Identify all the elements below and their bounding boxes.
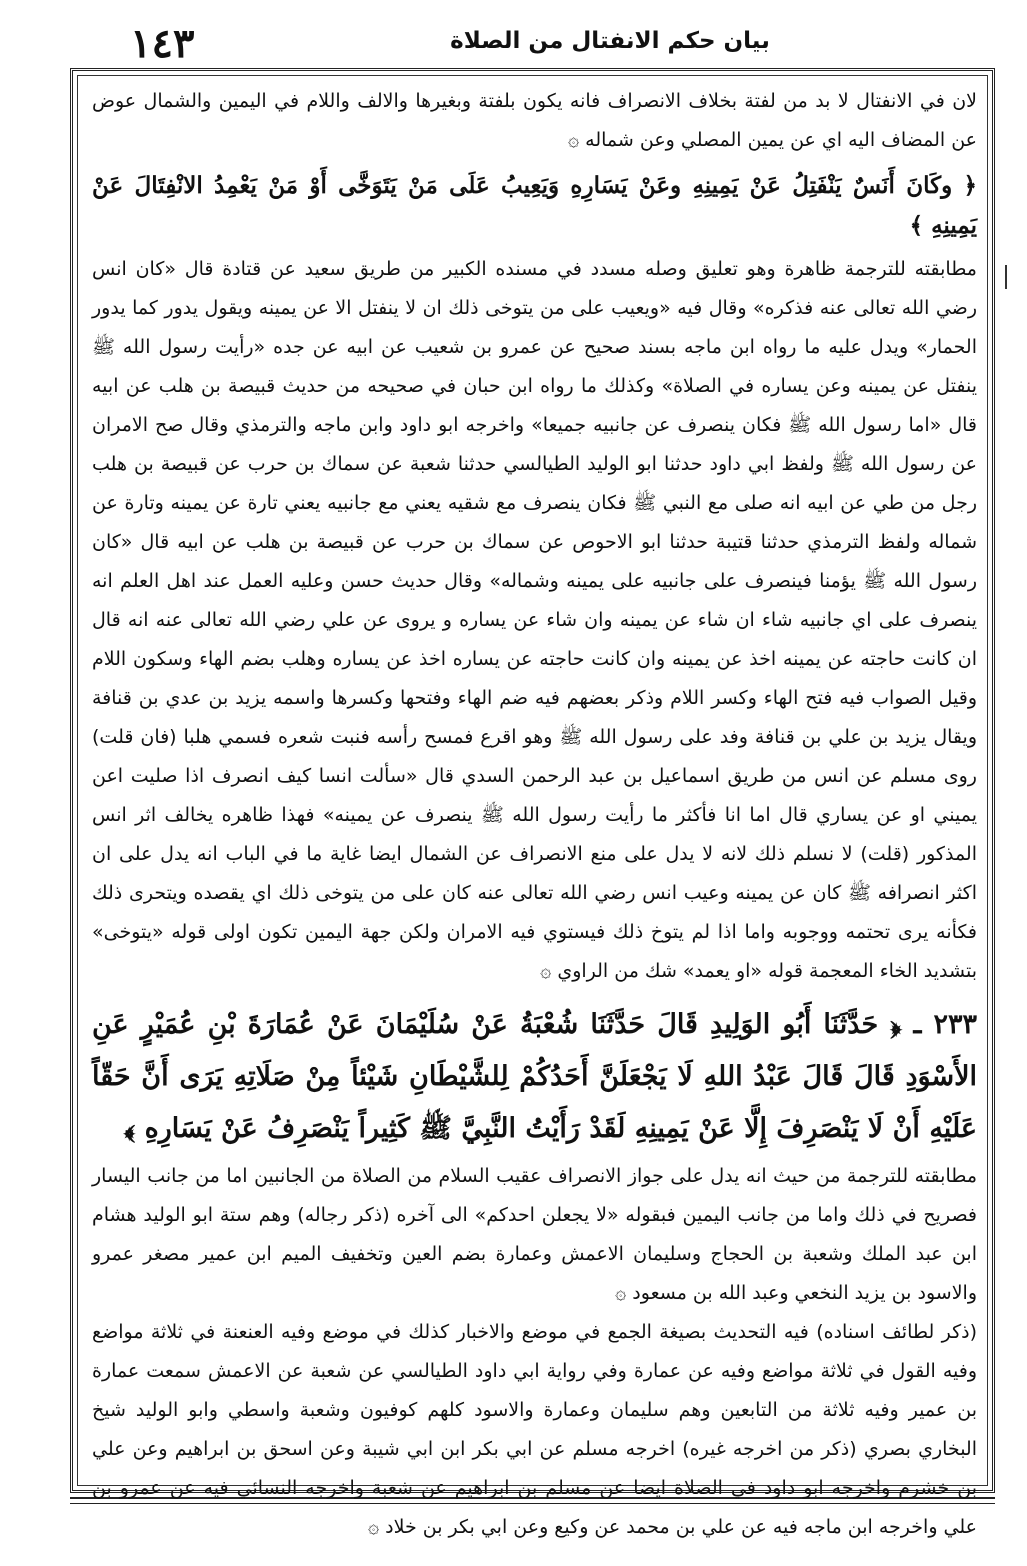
margin-mark bbox=[1005, 265, 1007, 289]
paragraph-1: لان في الانفتال لا بد من لفتة بخلاف الانصراف فانه يكون بلفتة وبغيرها والالف واللام في اليمين والشمال عوض عن المضاف اليه اي عن يمين المصلي وعن شماله ۞ bbox=[92, 90, 977, 151]
running-title: بيان حكم الانفتال من الصلاة bbox=[450, 28, 770, 54]
paragraph-rijal: مطابقته للترجمة من حيث انه يدل على جواز الانصراف عقيب السلام من الصلاة من الجانبين اما من جانب اليسار فصريح في ذلك واما من جانب اليمين فبقوله «لا يجعلن احدكم» الى آخره (ذكر رجاله) وهم ستة ابو الوليد هشام ابن عبد الملك وشعبة بن الحجاج وسليمان الاعمش وعمارة بضم العين وتخفيف الميم ابن عمير مصغر عمرو والاسود بن يزيد النخعي وعبد الله بن مسعود ۞ bbox=[92, 1165, 977, 1304]
page-header bbox=[70, 18, 990, 68]
hadith-233: ٢٣٣ ـ ﴿ حَدَّثَنَا أَبُو الوَلِيدِ قَالَ حَدَّثَنَا شُعْبَةُ عَنْ سُلَيْمَانَ عَنْ عُمَارَةَ بْنِ عُمَيْرٍ عَنِ الأَسْوَدِ قَالَ قَالَ عَبْدُ اللهِ لَا يَجْعَلَنَّ أَحَدُكُمْ لِلشَّيْطَانِ شَيْئاً مِنْ صَلَاتِهِ يَرَى أَنَّ حَقّاً عَلَيْهِ أَنْ لَا يَنْصَرِفَ إِلَّا عَنْ يَمِينِهِ لَقَدْ رَأَيْتُ النَّبِيَّ ﷺ كَثِيراً يَنْصَرِفُ عَنْ يَسَارِهِ ﴾ bbox=[92, 1009, 977, 1144]
page-number: ١٤٣ bbox=[130, 20, 195, 67]
paragraph-lataif: (ذكر لطائف اسناده) فيه التحديث بصيغة الجمع في موضع والاخبار كذلك في موضع وفيه العنعنة في ثلاثة مواضع وفيه القول في ثلاثة مواضع وفيه عن عمارة وفي رواية ابي داود الطيالسي عن شعبة عن الاعمش سمعت عمارة بن عمير وفيه ثلاثة من التابعين وهم سليمان وعمارة والاسود كلهم كوفيون وشعبة واسطي وابو الوليد شيخ البخاري بصري (ذكر من اخرجه غيره) اخرجه مسلم عن ابي بكر ابن ابي شيبة وعن اسحق بن ابراهيم وعن علي بن خشرم واخرجه ابو داود في الصلاة ايضا عن مسلم بن ابراهيم عن شعبة واخرجه النسائي فيه عن عمرو بن علي واخرجه ابن ماجه فيه عن علي بن محمد عن وكيع وعن ابي بكر بن خلاد ۞ bbox=[92, 1321, 977, 1538]
athar-anas: ﴿ وكَانَ أَنَسٌ يَنْفَتِلُ عَنْ يَمِينِهِ وعَنْ يَسَارِهِ وَيَعِيبُ عَلَى مَنْ يَتَوَخَّى أَوْ مَنْ يَعْمِدُ الانْفِتَالَ عَنْ يَمِينِهِ ﴾ bbox=[92, 172, 977, 239]
paragraph-commentary: مطابقته للترجمة ظاهرة وهو تعليق وصله مسدد في مسنده الكبير من طريق سعيد عن قتادة قال «كان انس رضي الله تعالى عنه فذكره» وقال فيه «ويعيب على من يتوخى ذلك ان لا ينفتل الا عن يمينه ويقول يدور كما يدور الحمار» ويدل عليه ما رواه ابن ماجه بسند صحيح عن عمرو بن شعيب عن ابيه عن جده «رأيت رسول الله ﷺ ينفتل عن يمينه وعن يساره في الصلاة» وكذلك ما رواه ابن حبان في صحيحه من حديث قبيصة بن هلب عن ابيه قال «اما رسول الله ﷺ فكان ينصرف عن جانبيه جميعا» واخرجه ابو داود وابن ماجه والترمذي وقال صح الامران عن رسول الله ﷺ ولفظ ابي داود حدثنا ابو الوليد الطيالسي حدثنا شعبة عن سماك بن حرب عن قبيصة بن هلب رجل من طي عن ابيه انه صلى مع النبي ﷺ فكان ينصرف مع شقيه يعني مع جانبيه يعني تارة عن يمينه وتارة عن شماله ولفظ الترمذي حدثنا قتيبة حدثنا ابو الاحوص عن سماك بن حرب عن قبيصة بن هلب عن ابيه قال «كان رسول الله ﷺ يؤمنا فينصرف على جانبيه على يمينه وشماله» وقال حديث حسن وعليه العمل عند اهل العلم انه ينصرف على اي جانبيه شاء ان شاء عن يمينه وان شاء عن يساره و يروى عن علي رضي الله تعالى عنه انه قال ان كانت حاجته عن يمينه اخذ عن يمينه وان كانت حاجته عن يساره اخذ عن يساره وهلب بضم الهاء وسكون اللام وقيل الصواب فيه فتح الهاء وكسر اللام وذكر بعضهم فيه ضم الهاء وفتحها وكسرها واسمه يزيد بن عدي بن قنافة ويقال يزيد بن علي بن قنافة وفد على رسول الله ﷺ وهو اقرع فمسح رأسه فنبت شعره فسمي هلبا (فان قلت) روى مسلم عن انس من طريق اسماعيل بن عبد الرحمن السدي قال «سألت انسا كيف انصرف اذا صليت اعن يميني او عن يساري قال اما انا فأكثر ما رأيت رسول الله ﷺ ينصرف عن يمينه» فهذا ظاهره يخالف اثر انس المذكور (قلت) لا نسلم ذلك لانه لا يدل على منع الانصراف عن الشمال ايضا غاية ما في الباب انه يدل على ان اكثر انصرافه ﷺ كان عن يمينه وعيب انس رضي الله تعالى عنه كان على من يتوخى ذلك اي يقصده ويتحرى ذلك فكأنه يرى تحتمه ووجوبه واما اذا لم يتوخ ذلك فيستوي فيه الامران ولكن جهة اليمين تكون اولى قوله «يتوخى» بتشديد الخاء المعجمة قوله «او يعمد» شك من الراوي ۞ bbox=[92, 258, 977, 982]
main-text bbox=[92, 82, 977, 1538]
